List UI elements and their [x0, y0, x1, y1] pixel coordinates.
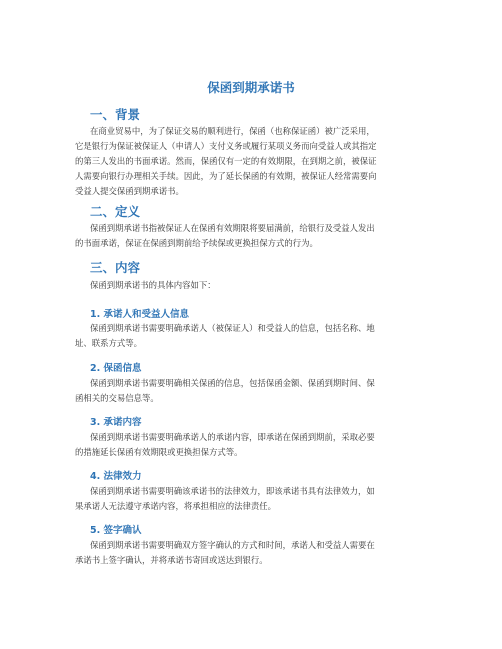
legal-effect-paragraph	[75, 484, 427, 514]
paragraph-line: 受益人提交保函到期承诺书。	[75, 186, 184, 196]
subsection-heading-guarantee-info: 2. 保函信息	[90, 363, 142, 374]
paragraph-line: 保函到期承诺书需要明确承诺人的承诺内容，即承诺在保函到期前，采取必要	[90, 432, 375, 442]
section-heading-background: 一、背景	[90, 107, 141, 122]
section-heading-content: 三、内容	[90, 260, 141, 275]
paragraph-line: 址、联系方式等。	[75, 338, 142, 348]
definition-paragraph	[75, 221, 427, 251]
paragraph-line: 的第三人发出的书面承诺。然而，保函仅有一定的有效期限，在到期之前，被保证	[75, 156, 377, 166]
paragraph-line: 函相关的交易信息等。	[75, 393, 159, 403]
paragraph-line: 保函到期承诺书需要明确该承诺书的法律效力，即该承诺书具有法律效力，如	[90, 486, 375, 496]
commitment-paragraph	[75, 430, 427, 460]
paragraph-line: 它是银行为保证被保证人（申请人）支付义务或履行某项义务而向受益人或其指定	[75, 141, 377, 151]
parties-paragraph	[75, 321, 427, 351]
paragraph-line: 果承诺人无法遵守承诺内容，将承担相应的法律责任。	[75, 501, 276, 511]
paragraph-line: 人需要向银行办理相关手续。因此，为了延长保函的有效期，被保证人经常需要向	[75, 171, 377, 181]
signature-paragraph	[75, 538, 427, 568]
section-heading-definition: 二、定义	[90, 204, 141, 219]
guarantee-info-paragraph	[75, 376, 427, 406]
paragraph-line: 保函到期承诺书需要明确承诺人（被保证人）和受益人的信息，包括名称、地	[90, 323, 375, 333]
paragraph-line: 保函到期承诺书指被保证人在保函有效期限将要届满前，给银行及受益人发出	[90, 223, 375, 233]
paragraph-line: 保函到期承诺书的具体内容如下：	[90, 280, 216, 290]
paragraph-line: 保函到期承诺书需要明确相关保函的信息，包括保函金额、保函到期时间、保	[90, 378, 375, 388]
subsection-heading-parties: 1. 承诺人和受益人信息	[90, 309, 190, 320]
background-paragraph	[75, 124, 427, 199]
subsection-heading-legal-effect: 4. 法律效力	[90, 471, 142, 482]
paragraph-line: 的措施延长保函有效期限或更换担保方式等。	[75, 447, 243, 457]
subsection-heading-signature: 5. 签字确认	[90, 525, 142, 536]
paragraph-line: 的书面承诺，保证在保函到期前给予续保或更换担保方式的行为。	[75, 238, 318, 248]
paragraph-line: 在商业贸易中，为了保证交易的顺利进行，保函（也称保证函）被广泛采用，	[90, 126, 375, 136]
subsection-heading-commitment: 3. 承诺内容	[90, 417, 142, 428]
content-intro	[75, 278, 427, 293]
paragraph-line: 保函到期承诺书需要明确双方签字确认的方式和时间，承诺人和受益人需要在	[90, 540, 375, 550]
paragraph-line: 承诺书上签字确认，并将承诺书寄回或送达到银行。	[75, 555, 268, 565]
document-title: 保函到期承诺书	[207, 80, 295, 95]
